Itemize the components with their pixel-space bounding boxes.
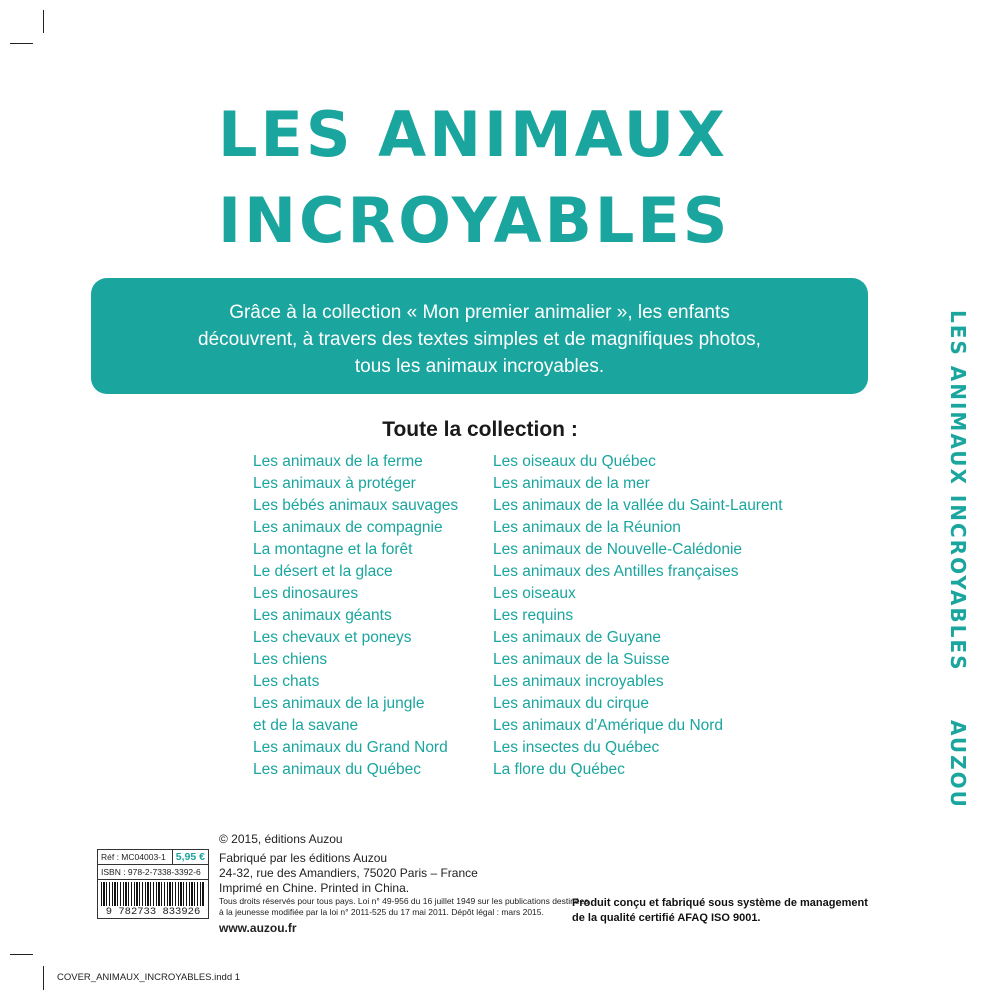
reference-box	[97, 849, 209, 880]
intro-line: découvrent, à travers des textes simples et de magnifiques photos,	[198, 329, 761, 350]
isbn-row	[97, 865, 209, 880]
collection-list-left	[253, 451, 458, 781]
collection-item: Les animaux de la jungle	[253, 695, 425, 712]
collection-item: Les animaux de Nouvelle-Calédonie	[493, 541, 743, 558]
crop-mark	[10, 43, 33, 44]
reference-number: Réf : MC04003-1	[101, 852, 166, 862]
collection-item: Les animaux à protéger	[253, 475, 416, 492]
spine-publisher: AUZOU	[946, 720, 970, 809]
collection-item: Les chevaux et poneys	[253, 629, 412, 646]
collection-item: La flore du Québec	[493, 761, 625, 778]
collection-item: Les animaux de la ferme	[253, 453, 423, 470]
collection-item: Les animaux de compagnie	[253, 519, 443, 536]
crop-mark	[10, 954, 33, 955]
collection-item: Les bébés animaux sauvages	[253, 497, 459, 514]
website-link[interactable]: www.auzou.fr	[219, 921, 297, 935]
collection-item: Les animaux de Guyane	[493, 629, 662, 646]
collection-item: Les dinosaures	[253, 585, 359, 602]
collection-item: Les chiens	[253, 651, 328, 668]
quality-statement	[572, 896, 868, 926]
collection-item: Les animaux de la Suisse	[493, 651, 670, 668]
collection-item: Les requins	[493, 607, 574, 624]
legal-line: Fabriqué par les éditions Auzou	[219, 851, 388, 865]
barcode-bars	[101, 882, 205, 907]
barcode	[97, 879, 209, 919]
collection-item: Les animaux du cirque	[493, 695, 649, 712]
quality-line: Produit conçu et fabriqué sous système de management	[572, 897, 868, 909]
collection-item: Les animaux de la vallée du Saint-Laurent	[493, 497, 783, 514]
legal-line: © 2015, éditions Auzou	[219, 832, 343, 846]
collection-item: Les animaux géants	[253, 607, 392, 624]
file-slug: COVER_ANIMAUX_INCROYABLES.indd 1	[57, 972, 241, 983]
legal-notice	[219, 832, 589, 936]
crop-mark	[43, 966, 44, 990]
collection-list-right	[493, 451, 783, 781]
collection-item: Les animaux des Antilles françaises	[493, 563, 739, 580]
price: 5,95 €	[172, 850, 208, 864]
collection-item: Les animaux de la mer	[493, 475, 650, 492]
collection-item: Le désert et la glace	[253, 563, 393, 580]
collection-item: et de la savane	[253, 717, 359, 734]
collection-item: Les chats	[253, 673, 320, 690]
collection-item: Les oiseaux	[493, 585, 576, 602]
spine-title: LES ANIMAUX INCROYABLES	[946, 310, 970, 672]
collection-item: Les animaux d’Amérique du Nord	[493, 717, 724, 734]
legal-small: Tous droits réservés pour tous pays. Loi n° 49-956 du 16 juillet 1949 sur les publications destinées	[219, 896, 589, 906]
collection-item: Les insectes du Québec	[493, 739, 660, 756]
intro-banner	[91, 278, 868, 394]
book-title-line1: LES ANIMAUX	[218, 98, 728, 171]
quality-line: de la qualité certifié AFAQ ISO 9001.	[572, 912, 761, 924]
collection-item: La montagne et la forêt	[253, 541, 413, 558]
crop-mark	[43, 10, 44, 33]
intro-line: tous les animaux incroyables.	[354, 356, 605, 377]
isbn: ISBN : 978-2-7338-3392-6	[101, 867, 201, 877]
ref-row	[97, 849, 209, 865]
collection-item: Les animaux de la Réunion	[493, 519, 681, 536]
legal-small: à la jeunesse modifiée par la loi n° 2011-525 du 17 mai 2011. Dépôt légal : mars 2015.	[219, 907, 544, 917]
collection-item: Les oiseaux du Québec	[493, 453, 656, 470]
legal-line: 24-32, rue des Amandiers, 75020 Paris – France	[219, 866, 478, 880]
collection-item: Les animaux incroyables	[493, 673, 664, 690]
book-title-line2: INCROYABLES	[218, 184, 731, 257]
intro-line: Grâce à la collection « Mon premier animalier », les enfants	[229, 302, 730, 323]
barcode-digits: 9 782733 833926	[100, 906, 206, 918]
collection-item: Les animaux du Grand Nord	[253, 739, 448, 756]
collection-heading: Toute la collection :	[382, 418, 578, 441]
collection-item: Les animaux du Québec	[253, 761, 422, 778]
legal-line: Imprimé en Chine. Printed in China.	[219, 881, 410, 895]
